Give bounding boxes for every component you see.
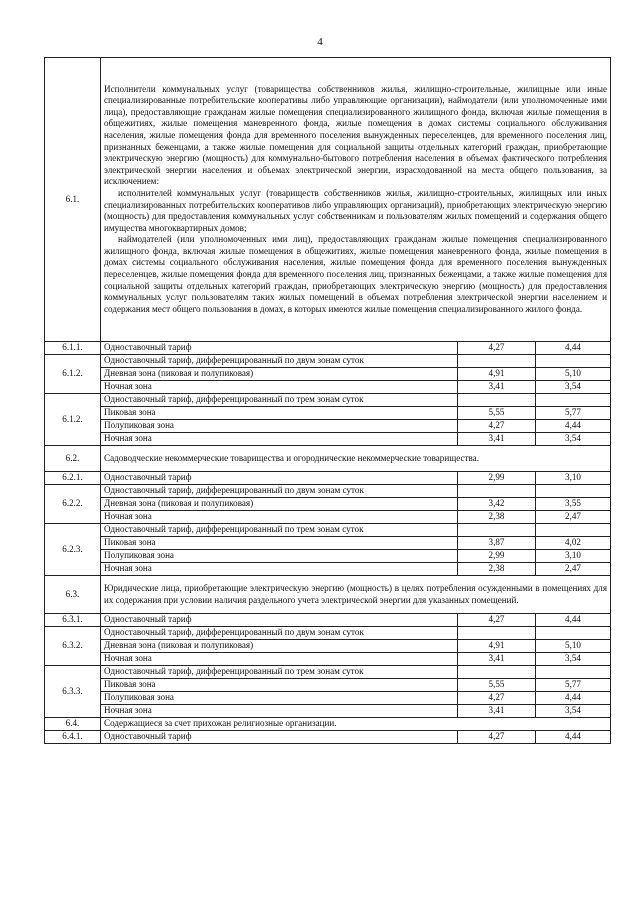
row-number: 6.2.1. — [45, 472, 101, 485]
row-label: Ночная зона — [101, 433, 458, 446]
row-label: Ночная зона — [101, 381, 458, 394]
table-row — [45, 692, 611, 705]
row-label: Пиковая зона — [101, 407, 458, 420]
tariff-value: 3,10 — [536, 550, 611, 563]
row-label: Одноставочный тариф, дифференцированный по двум зонам суток — [101, 485, 458, 498]
tariff-value: 2,47 — [536, 563, 611, 576]
row-label: Дневная зона (пиковая и полупиковая) — [101, 640, 458, 653]
row-label: Одноставочный тариф — [101, 731, 458, 744]
tariff-value: 3,87 — [458, 537, 536, 550]
empty-cell — [458, 666, 536, 679]
row-label: Полупиковая зона — [101, 420, 458, 433]
tariff-value: 4,27 — [458, 692, 536, 705]
row-label: Одноставочный тариф, дифференцированный по трем зонам суток — [101, 666, 458, 679]
table-row — [45, 394, 611, 407]
tariff-value: 4,91 — [458, 640, 536, 653]
table-row — [45, 498, 611, 511]
tariff-value: 4,44 — [536, 420, 611, 433]
section-row-6-1 — [45, 58, 611, 342]
tariff-value: 3,42 — [458, 498, 536, 511]
row-label: Одноставочный тариф — [101, 342, 458, 355]
row-number: 6.4.1. — [45, 731, 101, 744]
table-row — [45, 705, 611, 718]
empty-cell — [458, 394, 536, 407]
tariff-value: 3,41 — [458, 653, 536, 666]
section-description — [101, 58, 611, 342]
row-label: Одноставочный тариф, дифференцированный по двум зонам суток — [101, 627, 458, 640]
empty-cell — [458, 355, 536, 368]
empty-cell — [458, 627, 536, 640]
tariff-value: 5,55 — [458, 679, 536, 692]
empty-cell — [536, 666, 611, 679]
empty-cell — [536, 524, 611, 537]
row-label: Ночная зона — [101, 653, 458, 666]
table-row — [45, 368, 611, 381]
table-row — [45, 342, 611, 355]
row-label: Полупиковая зона — [101, 550, 458, 563]
tariff-value: 2,38 — [458, 563, 536, 576]
tariff-value: 4,27 — [458, 614, 536, 627]
section-paragraph: Исполнители коммунальных услуг (товарищества собственников жилья, жилищно-строительные, жилищные или иные специализированные потребительские кооперативы либо управляющие организации), наймодатели (или уполномоченные ими лица), предоставляющие гражданам жилые помещения специализированного жилищного фонда, включая жилые помещения в общежитиях, жилые помещения маневренного фонда, жилые помещения в домах системы социального обслуживания населения, жилые помещения фонда для временного поселения вынужденных переселенцев, для временного поселения лиц, признанных беженцами, а также жилые помещения для социальной защиты отдельных категорий граждан, приобретающие электрическую энергию (мощность) для коммунально-бытового потребления населения в объемах фактического потребления электрической энергии населения и объемах электрической энергии, израсходованной на места общего пользования, за исключением: — [104, 83, 608, 187]
tariff-value: 5,77 — [536, 407, 611, 420]
table-row — [45, 381, 611, 394]
page-number: 4 — [317, 36, 323, 48]
table-row — [45, 537, 611, 550]
section-row-6-4 — [45, 718, 611, 731]
tariff-value: 5,10 — [536, 368, 611, 381]
row-label: Пиковая зона — [101, 679, 458, 692]
row-label: Ночная зона — [101, 511, 458, 524]
table-row — [45, 679, 611, 692]
table-row — [45, 640, 611, 653]
tariff-value: 3,41 — [458, 705, 536, 718]
tariff-value: 3,55 — [536, 498, 611, 511]
table-row — [45, 524, 611, 537]
section-row-6-3 — [45, 576, 611, 614]
section-row-6-2 — [45, 446, 611, 472]
tariff-value: 3,54 — [536, 433, 611, 446]
row-number: 6.2.2. — [45, 485, 101, 524]
tariff-value: 3,54 — [536, 653, 611, 666]
row-label: Ночная зона — [101, 705, 458, 718]
tariff-value: 4,91 — [458, 368, 536, 381]
table-row — [45, 666, 611, 679]
row-number: 6.3.2. — [45, 627, 101, 666]
table-row — [45, 627, 611, 640]
tariff-value: 3,10 — [536, 472, 611, 485]
section-description: Садоводческие некоммерческие товарищества и огороднические некоммерческие товарищества. — [101, 446, 611, 472]
tariff-value: 4,02 — [536, 537, 611, 550]
section-description: Содержащиеся за счет прихожан религиозные организации. — [101, 718, 611, 731]
row-label: Дневная зона (пиковая и полупиковая) — [101, 498, 458, 511]
empty-cell — [536, 627, 611, 640]
section-number: 6.2. — [45, 446, 101, 472]
tariff-value: 5,10 — [536, 640, 611, 653]
tariff-value: 5,55 — [458, 407, 536, 420]
row-number: 6.1.1. — [45, 342, 101, 355]
table-row — [45, 485, 611, 498]
row-number: 6.2.3. — [45, 524, 101, 576]
tariff-value: 2,38 — [458, 511, 536, 524]
section-description: Юридические лица, приобретающие электрическую энергию (мощность) в целях потребления осужденными в помещениях для их содержания при условии наличия раздельного учета электрической энергии для указанных помещений. — [101, 576, 611, 614]
table-row — [45, 731, 611, 744]
row-label: Ночная зона — [101, 563, 458, 576]
empty-cell — [536, 394, 611, 407]
row-label: Одноставочный тариф — [101, 472, 458, 485]
table-row — [45, 653, 611, 666]
empty-cell — [458, 485, 536, 498]
section-number: 6.1. — [45, 58, 101, 342]
tariff-value: 4,27 — [458, 420, 536, 433]
tariff-value: 4,44 — [536, 342, 611, 355]
row-label: Пиковая зона — [101, 537, 458, 550]
row-label: Одноставочный тариф — [101, 614, 458, 627]
section-number: 6.3. — [45, 576, 101, 614]
empty-cell — [458, 524, 536, 537]
empty-cell — [536, 485, 611, 498]
table-row — [45, 420, 611, 433]
tariff-value: 2,47 — [536, 511, 611, 524]
tariff-value: 4,27 — [458, 731, 536, 744]
tariff-value: 3,41 — [458, 381, 536, 394]
table-row — [45, 433, 611, 446]
table-row — [45, 614, 611, 627]
table-row — [45, 472, 611, 485]
tariff-table — [44, 57, 611, 744]
row-label: Дневная зона (пиковая и полупиковая) — [101, 368, 458, 381]
empty-cell — [536, 355, 611, 368]
row-number: 6.1.2. — [45, 355, 101, 394]
tariff-value: 5,77 — [536, 679, 611, 692]
tariff-value: 4,44 — [536, 692, 611, 705]
tariff-value: 4,44 — [536, 731, 611, 744]
tariff-value: 2,99 — [458, 472, 536, 485]
row-number: 6.3.3. — [45, 666, 101, 718]
tariff-value: 3,54 — [536, 705, 611, 718]
row-label: Полупиковая зона — [101, 692, 458, 705]
tariff-value: 4,27 — [458, 342, 536, 355]
tariff-value: 4,44 — [536, 614, 611, 627]
table-row — [45, 407, 611, 420]
section-paragraph: исполнителей коммунальных услуг (товариществ собственников жилья, жилищно-строительных, жилищных или иных специализированных потребительских кооперативов либо управляющих организаций), приобретающих электрическую энергию (мощность) для предоставления коммунальных услуг собственникам и пользователям жилых помещений и содержания общего имущества многоквартирных домов; — [104, 187, 608, 233]
table-row — [45, 563, 611, 576]
table-row — [45, 355, 611, 368]
tariff-value: 3,41 — [458, 433, 536, 446]
row-number: 6.1.2. — [45, 394, 101, 446]
table-row — [45, 550, 611, 563]
section-paragraph: наймодателей (или уполномоченных ими лиц), предоставляющих гражданам жилые помещения специализированного жилищного фонда, включая жилые помещения в общежитиях, жилые помещения маневренного фонда, жилые помещения в домах системы социального обслуживания населения, жилые помещения фонда для временного поселения вынужденных переселенцев, жилые помещения фонда для временного поселения лиц, признанных беженцами, а также жилые помещения для социальной защиты отдельных категорий граждан, приобретающих электрическую энергию (мощность) для предоставления коммунальных услуг пользователям таких жилых помещений в объемах потребления электрической энергии населением и содержания мест общего пользования в домах, в которых имеются жилые помещения специализированного жилого фонда. — [104, 234, 608, 314]
table-row — [45, 511, 611, 524]
tariff-value: 2,99 — [458, 550, 536, 563]
row-label: Одноставочный тариф, дифференцированный по трем зонам суток — [101, 524, 458, 537]
section-number: 6.4. — [45, 718, 101, 731]
row-label: Одноставочный тариф, дифференцированный по трем зонам суток — [101, 394, 458, 407]
row-number: 6.3.1. — [45, 614, 101, 627]
row-label: Одноставочный тариф, дифференцированный по двум зонам суток — [101, 355, 458, 368]
tariff-value: 3,54 — [536, 381, 611, 394]
